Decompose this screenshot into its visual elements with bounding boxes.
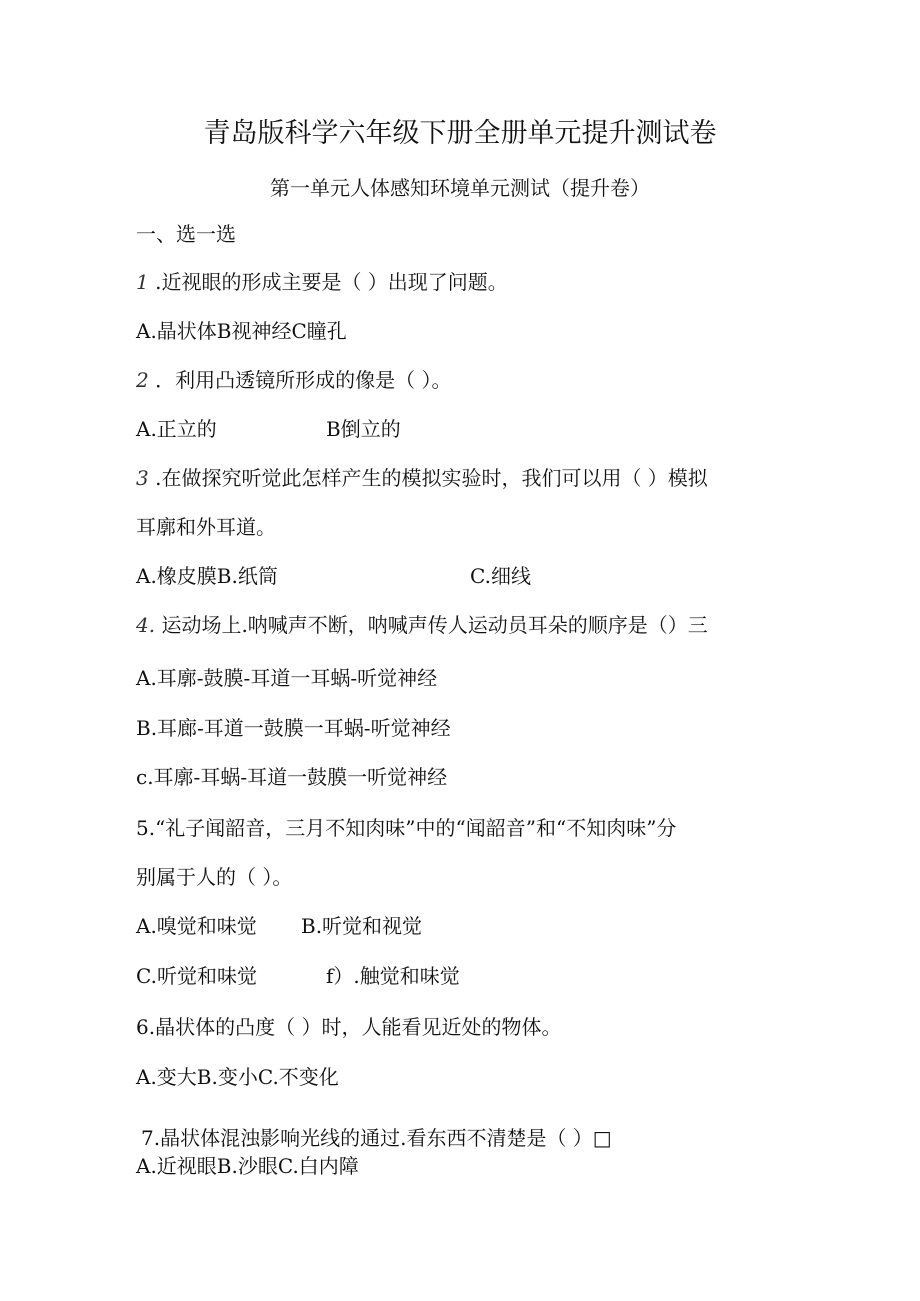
question-3-text-line2: 耳廓和外耳道。 [136, 515, 276, 539]
question-3 [136, 466, 708, 490]
question-5-option-d: f）.触觉和味觉 [326, 964, 460, 988]
question-6-options: A.变大B.变小C.不变化 [136, 1065, 339, 1089]
question-5-option-c: C.听觉和味觉 [136, 964, 257, 988]
question-7-options: A.近视眼B.沙眼C.白内障 [136, 1154, 359, 1178]
question-4-text: 运动场上.呐喊声不断，呐喊声传人运动员耳朵的顺序是（）三 [161, 613, 708, 637]
question-2-option-b: B倒立的 [326, 417, 401, 441]
question-3-text: .在做探究听觉此怎样产生的模拟实验时，我们可以用（ ）模拟 [155, 466, 708, 490]
question-5: 5.“礼子闻韶音，三月不知肉味”中的“闻韶音”和“不知肉味”分 [136, 816, 677, 840]
question-1-number: 1 [136, 270, 149, 294]
question-4 [136, 613, 708, 637]
question-1 [136, 270, 508, 294]
question-5-option-a: A.嗅觉和味觉 [136, 914, 257, 938]
question-2 [136, 368, 451, 392]
question-1-text: .近视眼的形成主要是（ ）出现了问题。 [155, 270, 508, 294]
question-3-options-ab: A.橡皮膜B.纸筒 [136, 564, 278, 588]
question-7: 7.晶状体混浊影响光线的通过.看东西不清楚是（ ）□ [141, 1126, 612, 1150]
question-2-option-a: A.正立的 [136, 417, 217, 441]
question-4-number: 4. [136, 613, 156, 637]
question-2-number: 2 [136, 368, 149, 392]
section-heading: 一、选一选 [136, 222, 236, 246]
question-3-number: 3 [136, 466, 149, 490]
question-4-option-c: c.耳廓-耳蜗-耳道一鼓膜一听觉神经 [136, 765, 448, 789]
page-title: 青岛版科学六年级下册全册单元提升测试卷 [203, 118, 717, 149]
question-1-options: A.晶状体B视神经C瞳孔 [136, 319, 347, 343]
page-subtitle: 第一单元人体感知环境单元测试（提升卷） [270, 176, 650, 200]
question-4-option-b: B.耳廊-耳道一鼓膜一耳蜗-听觉神经 [136, 716, 451, 740]
question-3-option-c: C.细线 [470, 564, 531, 588]
question-6: 6.晶状体的凸度（ ）时，人能看见近处的物体。 [136, 1015, 562, 1039]
question-5-option-b: B.听觉和视觉 [301, 914, 423, 938]
question-5-text-line2: 别属于人的（ ）。 [136, 865, 293, 889]
question-2-text: ．利用凸透镜所形成的像是（ ）。 [155, 368, 452, 392]
question-4-option-a: A.耳廓-鼓膜-耳道一耳蜗-听觉神经 [136, 666, 438, 690]
